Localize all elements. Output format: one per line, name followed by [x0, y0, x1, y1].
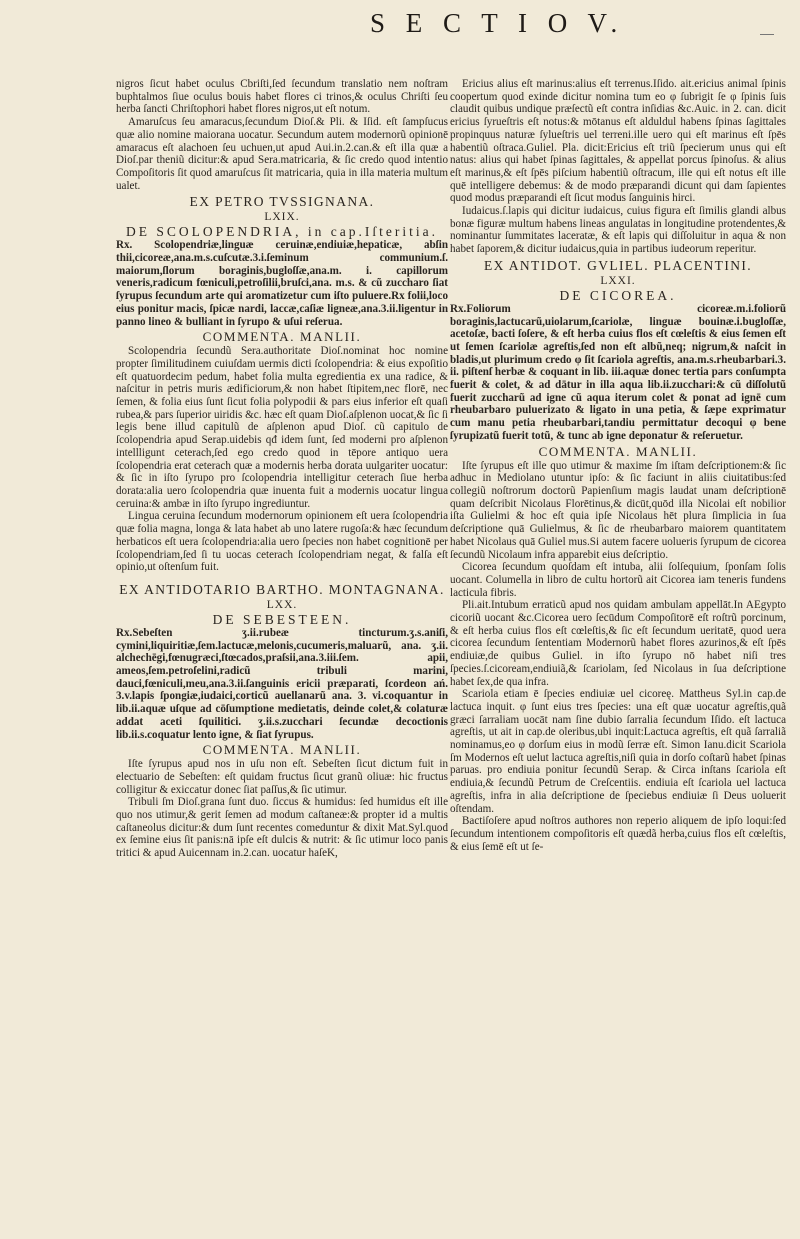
section-number: LXXI. [600, 274, 636, 287]
commentary-heading: COMMENTA. MANLII. [202, 329, 362, 345]
right-column [450, 78, 786, 853]
recipe-paragraph: Rx.Sebeſten ʒ.ii.rubeæ tincturum.ʒ.s.aniſi, cymini,liquiritiæ,ſem.lactucæ,melonis,cucumeris,maluarũ, ana. ʒ.ii. alchechēgi,fœnugræci,ſtœcados,praſsii,ana.3.iii.ſem. apii, ameos,ſem.petroſelini,radicũ tribuli marini, dauci,fœniculi,meu,ana.3.ii.ſanguinis ericii præparati, ſcordeon ań. 3.v.lapis ſpongiæ,iudaici,corticũ auellanarũ ana. 3. vi.coquantur in lib.ii.aquæ uſque ad cōſumptione medietatis, deinde colet,& colaturæ addat aceti ſquilitici. ʒ.ii.s.zucchari ſecundæ decoctionis lib.ii.s.coquatur lento igne, & ſiat ſyrupus. [116, 626, 448, 741]
paragraph: Cicorea ſecundum quoſdam eſt intuba, alii ſolſequium, ſponſam ſolis uocant. Columella in libro de cultu hortorũ ait Cicorea iam teneris fundens lacticula fibris. [450, 561, 786, 599]
paragraph: Iſte ſyrupus apud nos in uſu non eſt. Sebeſten ſicut dictum fuit in electuario de Sebeſten: eſt quidam fructus ſicut granũ oliuæ: hic fructus colligitur & exiccatur donec ſiat paſſus,& ſic utimur. [116, 758, 448, 796]
paragraph: Ericius alius eſt marinus:alius eſt terrenus.Iſido. ait.ericius animal ſpinis coopertum quod exinde dicitur nomina tum eo φ ſubrigit ſe φ ſpinis ſuis claudit quibus undique præſectũ eſt contra inſidias &c.Auic. in 2. can. dicit ericius ſyrueſtris eſt notus:& mōtanus eſt alduldul habens ſpinas ſagittales propinquus naturæ ſylueſtris uel terreni.ille uero qui eſt marinus eſt ſpēs habentiũ oſtraca.Guliel. Pla. dicit:Ericius eſt triũ ſpecierum unus qui eſt natus: alius qui habet ſpinas ſagittales, & appellat porcus ſpinoſus. & alius eſt marinus,& eſt ſpēs piſcium habentiũ oſtracum, ille qui eſt notus eſt ille quē intelligere debemus: & de modo præparandi dicunt qui dam ſapientes quod modus præparandi eſt ſicut modus ſanguinis hirci. [450, 78, 786, 205]
paragraph: Lingua ceruina ſecundum modernorum opinionem eſt uera ſcolopendria quæ folia magna, longa & lata habet ab uno latere rugoſa:& hæc ſecundum herbaticos eſt uera ſcolopendria:alia uero ſpecies non habet cognitionē per ſcolopendriam,ſed ſi tu uocas ceterach ſcolopendriam negat, & falſa eſt opinio,ut oſtenſum fuit. [116, 510, 448, 574]
section-title: DE CICOREA. [559, 287, 677, 303]
section-title: DE SCOLOPENDRIA, in cap.Iſteritia. [126, 224, 438, 240]
paragraph: nigros ſicut habet oculus Cbriſti,ſed ſecundum translatio nem noſtram buphtalmos ſiue oculus bouis habet flores ci trinos,& oculus Chriſti ſeu herba ſancti Chriſtophori habet flores nigros,ut eſt notum. [116, 78, 448, 116]
section-title: DE SEBESTEEN. [212, 611, 352, 627]
page-header [0, 8, 800, 48]
left-column [116, 78, 448, 860]
paragraph: Iudaicus.ſ.lapis qui dicitur iudaicus, cuius figura eſt ſimilis glandi albus bonæ figuræ multum habens lineas angulatas in longitudine protendentes,& nominantur ſummitates laceratæ, & eſt lapis qui diſſoluitur in aqua & non habet ſaporem,& dicitur iudaicus,quia in partibus iudeorum reperitur. [450, 205, 786, 256]
paragraph: Scolopendria ſecundũ Sera.authoritate Dioſ.nominat hoc nomine propter ſimilitudinem cuiuſdam uermis dicti ſcolopendria: & eius expoſitio eſt quatuordecim pedum, habet folia multa egredientia ex una radice, & naſcitur in petris muris ædificiorum,& non habet ſtipitem,nec florē, nec ſemen, & folia eius ſunt ſicut folia polypodii & pars eius inferior eſt quaſi rubea,& pars ſuperior uiridis &c. hæc eſt quam Dioſ.aſplenon uocat,& ſic ſi legis bene illud capitulũ de aſplenon apud Dioſ. cũ capitulo de ſcolopendria apud Serap.uidebis qđ idem ſunt, ſed moderni pro aſplenon intellligunt ceterach,ſed ego credo quod in tēpore antiquo uera ſcolopendria erat ceterach quæ a modernis herba dorata uulgariter uocatur: & ſic in iſto ſyrupo pro ſcolopendria intelligitur ceterach ſiue herba dorata:alia uero ſcolopendria quæ inuenta fuit a modernis uocatur lingua ceruina:& ambæ in iſto ſyrupo ingrediuntur. [116, 345, 448, 510]
paragraph: Iſte ſyrupus eſt ille quo utimur & maxime ſm iſtam deſcriptionem:& ſic adhuc in Mediolano utuntur ipſo: & ſic faciunt in aliis ciuitatibus:ſed collegiũ noſtrorum doctorũ Papienſium magis laudat unam deſcriptionē quam deſcribit Nicolaus Florētinus,& dicūt,quōd illa Nicolai eſt nobilior iſta Gulielmi & hoc eſt quia ipſe Nicolaus hēt plura ſimplicia in ſua deſcriptione quā Gulielmus, & ſic de rheubarbaro maiorem quantitatem habet Nicolaus quā Guliel mus.Si autem facere uolueris ſyrupum de cicorea ſecundũ Nicolaum infra apparebit eius deſcriptio. [450, 459, 786, 561]
paragraph: Bactiſoſere apud noſtros authores non reperio aliquem de ipſo loqui:ſed ſecundum intentionem compoſitoris eſt quædã herba,cuius flos eſt cœleſtis, & eius ſemē eſt ut ſe- [450, 815, 786, 853]
section-author-heading: EX ANTIDOTARIO BARTHO. MONTAGNANA. [119, 581, 445, 597]
paragraph: Amaruſcus ſeu amaracus,ſecundum Dioſ.& Pli. & Iſid. eſt ſampſucus quæ alio nomine maiorana uocatur. Secundum autem modernorũ opinionē amaracus eſt alachoen ſeu uchuen,ut apud Aui.in.2.can.& eſt illa quæ a Dioſ.par theniũ dicitur:& apud Sera.matricaria, & ſic credo quod intentio Compoſitoris ſit quod amaruſcus ſit matricaria, quia in illa materia multum ualet. [116, 116, 448, 192]
running-title: S E C T I O V. [370, 8, 625, 38]
section-author-heading: EX ANTIDOT. GVLIEL. PLACENTINI. [483, 257, 753, 273]
corner-mark [760, 34, 774, 35]
section-number: LXIX. [264, 211, 300, 224]
commentary-heading: COMMENTA. MANLII. [538, 443, 698, 459]
paragraph: Pli.ait.Intubum erraticũ apud nos quidam ambulam appellāt.In AEgypto cicoriũ uocant &c.Cicorea uero ſecūdum Compoſitorē eſt roſtrũ porcinum, & eſt herba cuius flos eſt cœleſtis,& ſic eſt ſecundum ueritatē, quod uera cicorea ſecundum ſententiam Modernorũ habet flores azurinos,& eſt ſpēs endiuiæ,de quibus Guliel. in iſto ſyrupo nō habet niſi tres ſpecies.ſ.cicoream,endiuiã,& ſcariolam, ſed Nicolaus in ſua deſcriptione habet ſex,de qua infra. [450, 599, 786, 688]
recipe-paragraph: Rx.Foliorum cicoreæ.m.i.foliorũ boraginis,lactucarũ,uiolarum,ſcariolæ, linguæ bouinæ.i.bugloſſæ, acetoſæ, bacti ſoſere, & eſt herba cuius flos eſt cœleſtis & eius ſemen eſt ut ſemen ſcariolæ agreſtis,ſed non eſt albũ,neq; nigrum,& naſcit in bladis,ut plurimum credo φ ſit ſcariola agreſtis, ana.m.s.rheubarbari.3. ii. piſtenſ herbæ & coquant in lib. iii.aquæ donec tertia pars conſumpta fuerit & colet, & ad dātur in illa aqua lib.ii.zucchari:& cũ diſſolutũ fuerit zuccharũ ad igne cũ aqua iterum colet & ponat ad ignē cum rheubarbaro puluerizato & ligato in una petia, & ſæpe exprimatur cum manu petia rheubarbari,tandiu permittatur decoqui φ bene ſyrupizatũ fuerit totũ, & tunc ab igne deponatur & reſeruetur. [450, 302, 786, 442]
commentary-heading: COMMENTA. MANLII. [202, 742, 362, 758]
section-number: LXX. [266, 598, 298, 611]
recipe-paragraph: Rx. Scolopendriæ,linguæ ceruinæ,endiuiæ,hepaticæ, abſin thii,cicoreæ,ana.m.s.cuſcutæ.3.i.ſeminum communium.ſ. maiorum,ſlorum boraginis,bugloſſæ,ana.m. i. capillorum veneris,radicum fœniculi,petroſilii,bruſci,ana. m.s. & cũ zuccharo ſiat ſyrupus ſecundum arte qui aromatizetur cum iſto puluere.Rx folii,loco eius ponitur macis, ſpicæ nardi, laccæ,caſiæ ligneæ,ana.3.ii.ligentur in panno lineo & bulliant in ſyrupo & uſui reſerua. [116, 239, 448, 328]
paragraph: Tribuli ſm Dioſ.grana ſunt duo. ſiccus & humidus: ſed humidus eſt ille quo nos utimur,& gerit ſemen ad modum caſtaneæ:& propter id a multis caſtaneolus dicitur:& dum ſunt recentes comeduntur & dixit Mat.Syl.quod ex ſemine eius ſit panis:nā ipſe eſt dulcis & nutrit: & ſic utimur loco panis tritici & apud Auicennam in.2.can. uocatur haſeK, [116, 796, 448, 860]
section-author-heading: EX PETRO TVSSIGNANA. [189, 194, 375, 210]
paragraph: Scariola etiam ē ſpecies endiuiæ uel cicoreę. Mattheus Syl.in cap.de lactuca inquit. φ ſunt eius tres ſpecies: una eſt quæ uocatur agreſtis,quã græci ſarraliam uocāt nam ſine dubio ſarralia ſecundum Iſido. eſt lactuca agreſtis, ut ait in cap.de oleribus,ubi inquit:Lactuca agreſtis, eſt quã ſarraliã nominamus,eo φ dorſum eius in modũ ſerræ eſt. Simon Ianu.dicit Scariola ſm Modernos eſt uelut lactuca agreſtis,niſi quia in dorſo coſtarũ habet ſpinas paruas. pro endiuia ponitur ſecundũ Serap. & Circa inſtans ſcariola eſt endiuia,& ſecundũ Petrum de Creſcentiis. endiuia eſt ſcariola uel lactuca agreſtis, infra in alia deſcriptione de ſpeciebus endiuiæ ſi Deus uoluerit oſtendam. [450, 688, 786, 815]
